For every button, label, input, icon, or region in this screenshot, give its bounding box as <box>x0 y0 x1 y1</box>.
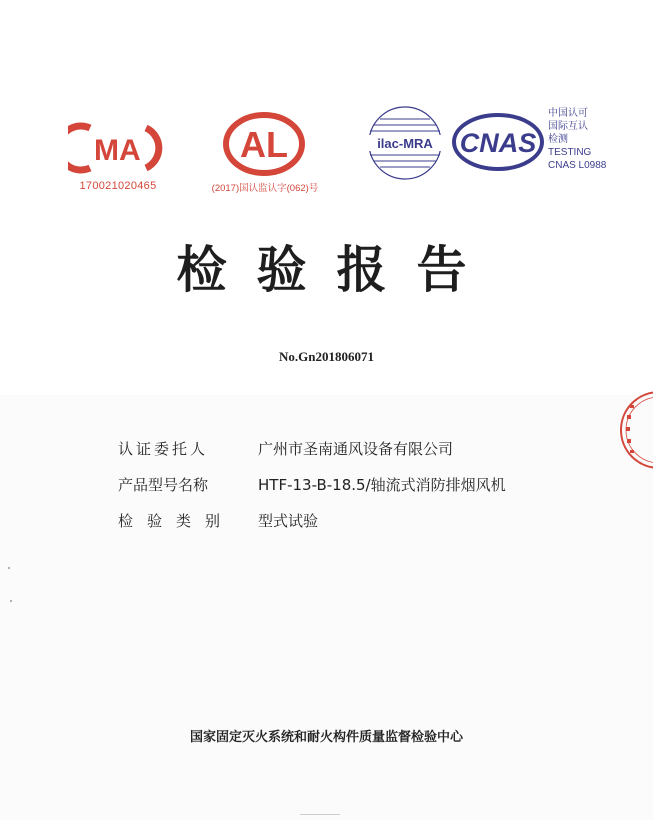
cma-number: 170021020465 <box>79 180 157 192</box>
info-value: 型式试验 <box>258 511 319 530</box>
info-row-test-type <box>118 502 638 538</box>
cma-logo-text: MA <box>94 134 141 167</box>
info-label: 认证委托人 <box>118 439 209 458</box>
ilac-mra-logo <box>360 103 450 183</box>
cnas-line: TESTING <box>548 147 592 158</box>
cnas-line: 检测 <box>548 134 568 145</box>
cnas-line: CNAS L0988 <box>548 160 607 171</box>
info-value: 广州市圣南通风设备有限公司 <box>258 439 454 458</box>
cnas-line: 国际互认 <box>548 121 588 132</box>
ilac-mra-text: ilac-MRA <box>377 136 433 151</box>
cal-logo <box>222 112 306 176</box>
cnas-accreditation-text <box>548 107 648 172</box>
scan-speck <box>300 814 340 815</box>
report-number: No.Gn201806071 <box>279 349 374 364</box>
report-info <box>118 430 638 538</box>
cnas-line: 中国认可 <box>548 108 588 119</box>
info-row-client <box>118 430 638 466</box>
cma-logo <box>68 122 168 174</box>
seal-stamp-icon <box>614 385 653 475</box>
cnas-logo <box>452 112 544 172</box>
cal-number: (2017)国认监认字(062)号 <box>211 183 319 194</box>
cal-logo-text: AL <box>240 124 288 165</box>
scan-speck <box>8 567 10 569</box>
info-label: 产品型号名称 <box>118 475 209 494</box>
issuing-organization: 国家固定灭火系统和耐火构件质量监督检验中心 <box>189 730 463 745</box>
info-value: HTF-13-B-18.5/轴流式消防排烟风机 <box>258 475 506 494</box>
info-label: 检验类别 <box>118 511 235 530</box>
info-row-product <box>118 466 638 502</box>
scan-speck <box>10 600 12 602</box>
cnas-logo-text: CNAS <box>459 128 537 158</box>
report-title: 检验报告 <box>176 241 497 299</box>
